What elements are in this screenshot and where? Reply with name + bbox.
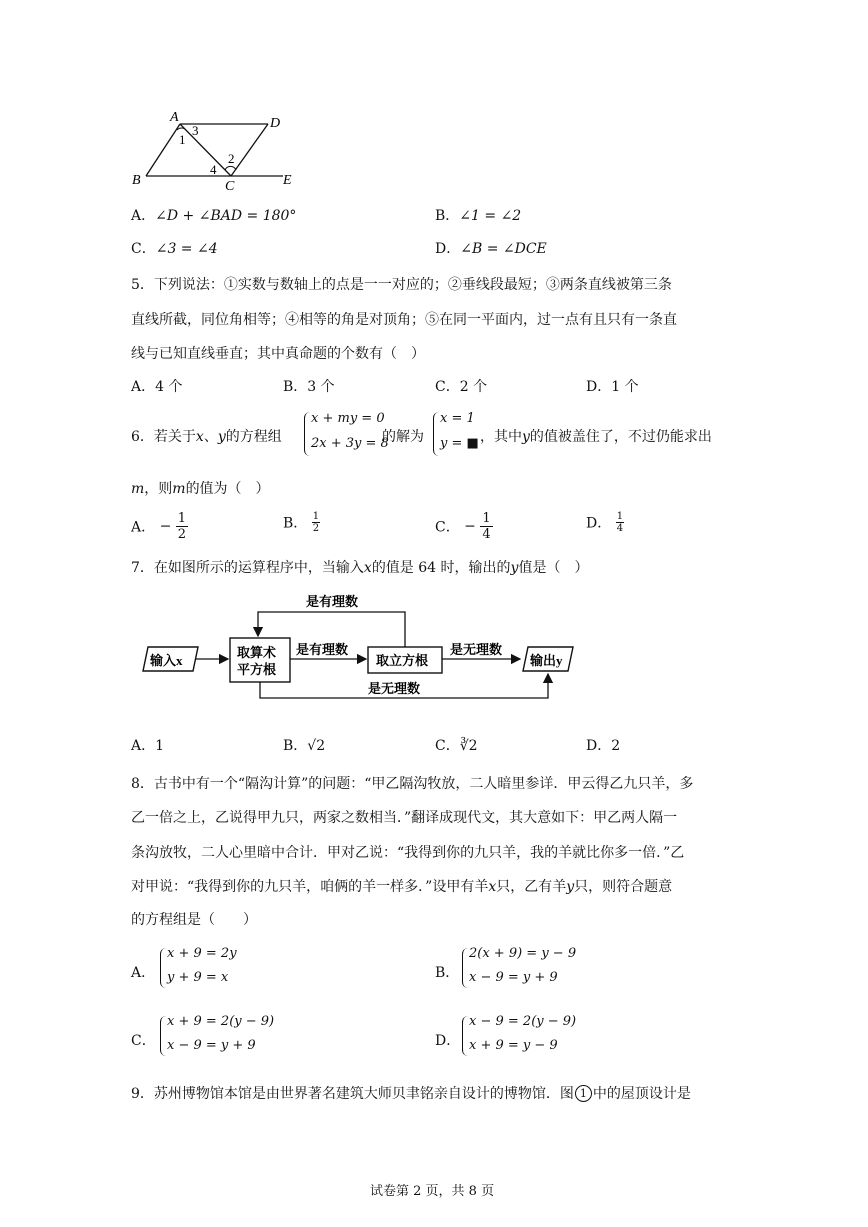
flow-output-label: 输出y bbox=[530, 653, 563, 668]
q8-option-a-brace bbox=[160, 948, 167, 988]
q8-line-2: 乙一倍之上，乙说得甲九只，两家之数相当．”翻译成现代文，其大意如下：甲乙两人隔一 bbox=[131, 810, 678, 826]
q5-option-c[interactable]: C．2 个 bbox=[435, 379, 488, 395]
flow-rational-mid: 是有理数 bbox=[296, 642, 349, 657]
page-footer: 试卷第 2 页，共 8 页 bbox=[370, 1184, 495, 1199]
circled-number: 1 bbox=[575, 1085, 592, 1102]
q8-line-4: 对甲说：“我得到你的九只羊，咱俩的羊一样多．”设甲有羊x只，乙有羊y只，则符合题意 bbox=[131, 879, 673, 895]
label-C: C bbox=[225, 179, 235, 194]
q8-option-a-letter[interactable]: A． bbox=[131, 965, 156, 981]
q8-option-c-eq2: x − 9 = y + 9 bbox=[167, 1038, 256, 1053]
q4-option-a[interactable]: A．∠D + ∠BAD = 180° bbox=[131, 208, 297, 224]
q5-line-3: 线与已知直线垂直；其中真命题的个数有（ ） bbox=[131, 346, 425, 362]
q6-line-2: m，则m的值为（ ） bbox=[131, 481, 270, 497]
q6-option-a[interactable]: A． − $\frac{1}{2}$ bbox=[131, 511, 187, 542]
q9-line-1: 9．苏州博物馆本馆是由世界著名建筑大师贝聿铭亲自设计的博物馆．图 1 中的屋顶设计是 bbox=[131, 1086, 691, 1102]
q8-option-b-eq1: 2(x + 9) = y − 9 bbox=[469, 946, 577, 961]
q7-option-a[interactable]: A．1 bbox=[131, 738, 165, 754]
label-2: 2 bbox=[228, 151, 235, 166]
q6-solution-label: 的解为 bbox=[382, 429, 424, 445]
label-D: D bbox=[270, 116, 281, 131]
q8-option-a-eq1: x + 9 = 2y bbox=[167, 946, 237, 961]
label-E: E bbox=[283, 173, 292, 188]
q4-option-b[interactable]: B．∠1 = ∠2 bbox=[435, 208, 522, 224]
q8-option-b-eq2: x − 9 = y + 9 bbox=[469, 970, 558, 985]
q6-line-1: 6．若关于x、y的方程组 bbox=[131, 429, 282, 445]
q8-option-d-eq2: x + 9 = y − 9 bbox=[469, 1038, 558, 1053]
q6-equation-2: 2x + 3y = 8 bbox=[311, 436, 389, 451]
flow-sqrt-label-1: 取算术 bbox=[237, 645, 277, 660]
q6-option-d[interactable]: D． $\frac{1}{4}$ bbox=[586, 511, 624, 534]
parallelogram-figure bbox=[128, 108, 308, 194]
q5-option-b[interactable]: B．3 个 bbox=[283, 379, 335, 395]
q8-option-d-brace bbox=[462, 1016, 469, 1056]
label-A: A bbox=[170, 110, 179, 125]
flow-irrational-right: 是无理数 bbox=[450, 642, 503, 657]
q6-option-c[interactable]: C． − $\frac{1}{4}$ bbox=[435, 511, 491, 542]
q5-option-a[interactable]: A．4 个 bbox=[131, 379, 183, 395]
q8-option-c-letter[interactable]: C． bbox=[131, 1033, 156, 1049]
q4-option-d[interactable]: D．∠B = ∠DCE bbox=[435, 241, 547, 257]
q6-equation-1: x + my = 0 bbox=[311, 411, 385, 426]
q8-option-a-eq2: y + 9 = x bbox=[167, 970, 229, 985]
q8-line-3: 条沟放牧，二人心里暗中合计．甲对乙说：“我得到你的九只羊，我的羊就比你多一倍．”乙 bbox=[131, 845, 685, 861]
q8-option-b-letter[interactable]: B． bbox=[435, 965, 460, 981]
q8-option-c-eq1: x + 9 = 2(y − 9) bbox=[167, 1014, 275, 1029]
q7-option-c[interactable]: C．∛2 bbox=[435, 738, 478, 754]
q8-line-5: 的方程组是（ ） bbox=[131, 912, 257, 928]
q5-line-2: 直线所截，同位角相等；④相等的角是对顶角；⑤在同一平面内，过一点有且只有一条直 bbox=[131, 312, 677, 328]
q8-line-1: 8．古书中有一个“隔沟计算”的问题：“甲乙隔沟牧放，二人暗里参详．甲云得乙九只羊，多 bbox=[131, 776, 694, 792]
q8-option-b-brace bbox=[462, 948, 469, 988]
flow-cbrt-label: 取立方根 bbox=[376, 653, 429, 668]
flow-input-label: 输入x bbox=[150, 653, 183, 668]
flowchart bbox=[140, 588, 580, 706]
label-3: 3 bbox=[192, 123, 199, 138]
q7-option-b[interactable]: B．√2 bbox=[283, 738, 326, 754]
q7-option-d[interactable]: D．2 bbox=[586, 738, 621, 754]
q8-option-c-brace bbox=[160, 1016, 167, 1056]
q6-solution-1: x = 1 bbox=[440, 411, 475, 426]
label-4: 4 bbox=[210, 162, 217, 177]
q7-question: 7．在如图所示的运算程序中，当输入x的值是 64 时，输出的y值是（ ） bbox=[131, 560, 589, 576]
label-1: 1 bbox=[179, 132, 186, 147]
q6-line-1-suffix: ，其中y的值被盖住了，不过仍能求出 bbox=[480, 429, 712, 445]
q6-option-b[interactable]: B． $\frac{1}{2}$ bbox=[283, 511, 320, 534]
flow-sqrt-label-2: 平方根 bbox=[237, 662, 277, 677]
flow-irrational-bottom: 是无理数 bbox=[368, 681, 421, 696]
q8-option-d-eq1: x − 9 = 2(y − 9) bbox=[469, 1014, 577, 1029]
q6-system-brace bbox=[304, 412, 311, 456]
q5-line-1: 5．下列说法：①实数与数轴上的点是一一对应的；②垂线段最短；③两条直线被第三条 bbox=[131, 277, 672, 293]
q5-option-d[interactable]: D．1 个 bbox=[586, 379, 639, 395]
q6-solution-brace bbox=[433, 412, 440, 456]
flow-rational-top: 是有理数 bbox=[306, 594, 359, 609]
q4-option-c[interactable]: C．∠3 = ∠4 bbox=[131, 241, 218, 257]
q6-solution-2: y = ■ bbox=[440, 436, 479, 451]
q8-option-d-letter[interactable]: D． bbox=[435, 1033, 461, 1049]
label-B: B bbox=[132, 173, 141, 188]
